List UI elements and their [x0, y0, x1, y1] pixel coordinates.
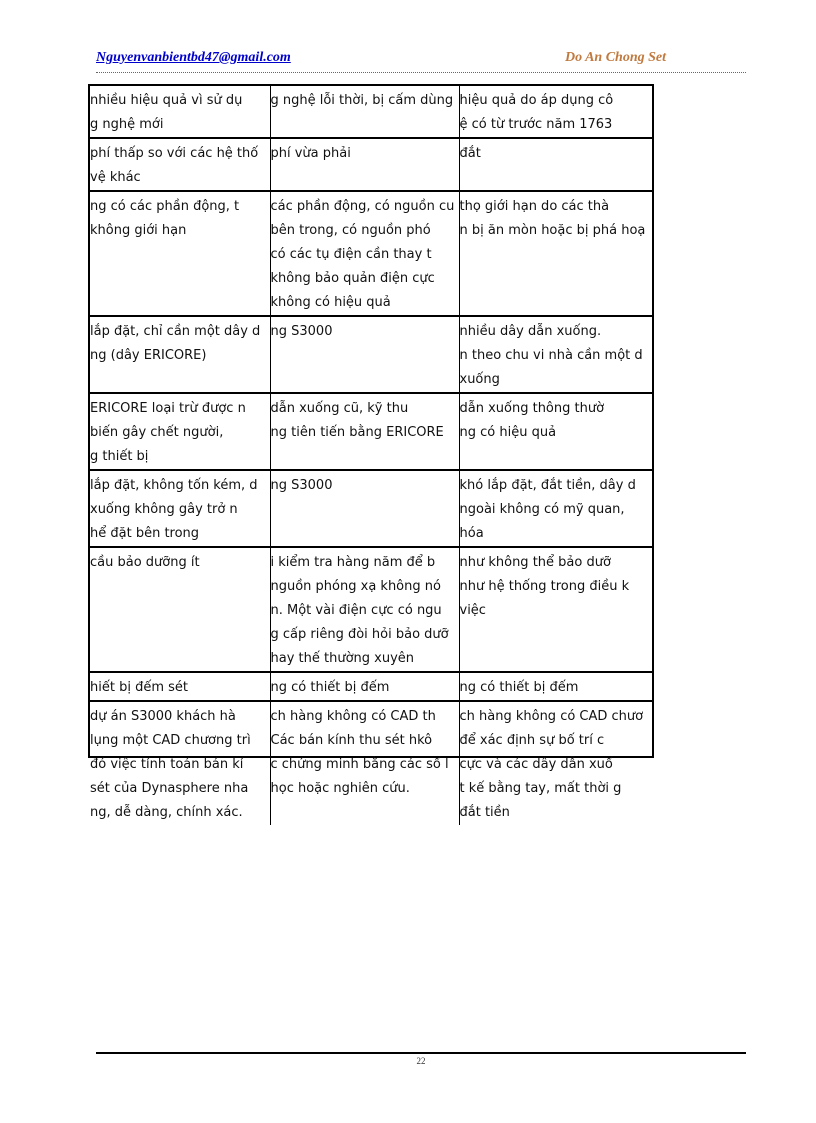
cell-text-line: xuống — [459, 372, 500, 387]
cell-text-line: không bảo quản điện cực — [270, 271, 435, 286]
cell-text-line: ng có các phần động, t — [90, 199, 240, 214]
cell-text-line: ng tiên tiến bằng ERICORE — [270, 425, 444, 440]
cell-text-line: hóa — [459, 526, 484, 541]
cell-text-line: hay thế thường xuyên — [270, 651, 415, 666]
cell-text-line: n theo chu vi nhà cần một d — [459, 348, 643, 363]
table-cell-radioactive-col — [270, 86, 459, 138]
table-row — [90, 547, 652, 672]
table-row — [90, 86, 652, 138]
cell-text-line: phí thấp so với các hệ thố — [90, 146, 259, 161]
page-number: 22 — [416, 1056, 426, 1066]
table-cell-radioactive-col — [270, 547, 459, 672]
cell-text-line: dự án S3000 khách hà — [90, 709, 236, 724]
table-cell-dynasphere-col — [90, 316, 270, 393]
table-cell-radioactive-col — [270, 316, 459, 393]
cell-text-line: cực và các dây dẫn xuố — [459, 757, 613, 772]
cell-text-line: xuống không gây trở n — [90, 502, 238, 517]
table-cell-conventional-col — [459, 470, 652, 547]
cell-text-line: phí vừa phải — [270, 146, 351, 161]
cell-text-line: hiệu quả do áp dụng cô — [459, 93, 614, 108]
cell-text-line: dẫn xuống cũ, kỹ thu — [270, 401, 409, 416]
cell-text-line: nguồn phóng xạ không nó — [270, 579, 441, 594]
cell-text-line: ng có thiết bị đếm — [459, 680, 579, 695]
cell-text-line: n. Một vài điện cực có ngu — [270, 603, 442, 618]
table-row — [90, 393, 652, 470]
page-footer — [96, 1052, 746, 1072]
author-email-link[interactable]: Nguyenvanbientbd47@gmail.com — [96, 50, 291, 65]
cell-text-line: hiết bị đếm sét — [90, 680, 188, 695]
cell-text-line: t kế bằng tay, mất thời g — [459, 781, 622, 796]
cell-text-line: g nghệ lỗi thời, bị cấm dùng — [270, 93, 454, 108]
table-row — [90, 470, 652, 547]
cell-text-line: bên trong, có nguồn phó — [270, 223, 431, 238]
cell-text-line: g thiết bị — [90, 449, 149, 464]
cell-text-line: sét của Dynasphere nha — [90, 781, 249, 796]
cell-text-line: đắt tiền — [459, 805, 510, 820]
cell-text-line: học hoặc nghiên cứu. — [270, 781, 410, 796]
cell-text-line: ERICORE loại trừ được n — [90, 401, 246, 416]
cell-text-line: như không thể bảo dưỡ — [459, 555, 611, 570]
table-cell-dynasphere-col — [90, 393, 270, 470]
table-cell-dynasphere-col — [90, 672, 270, 701]
cell-text-line: nhiều dây dẫn xuống. — [459, 324, 602, 339]
cell-text-line: khó lắp đặt, đắt tiền, dây d — [459, 478, 636, 493]
table-cell-conventional-col — [459, 547, 652, 672]
table-cell-conventional-col — [459, 672, 652, 701]
table-cell-dynasphere-col — [90, 547, 270, 672]
table-cell-radioactive-col — [270, 138, 459, 191]
header-divider — [96, 72, 746, 73]
cell-text-line: lắp đặt, chỉ cần một dây d — [90, 324, 261, 339]
cell-text-line: để xác định sự bố trí c — [459, 733, 605, 748]
cell-text-line: có các tụ điện cần thay t — [270, 247, 432, 262]
cell-text-line: cầu bảo dưỡng ít — [90, 555, 200, 570]
table-cell-conventional-col — [459, 316, 652, 393]
cell-text-line: việc — [459, 603, 486, 618]
table-cell-conventional-col — [459, 138, 652, 191]
table-cell-dynasphere-col — [90, 138, 270, 191]
cell-text-line: vệ khác — [90, 170, 141, 185]
cell-text-line: ệ có từ trước năm 1763 — [459, 117, 613, 132]
table-cell-dynasphere-col — [90, 86, 270, 138]
comparison-table-frame — [88, 84, 654, 820]
table-cell-radioactive-col — [270, 470, 459, 547]
cell-text-line: ng S3000 — [270, 324, 333, 339]
table-cell-conventional-col — [459, 191, 652, 316]
cell-text-line: lắp đặt, không tốn kém, d — [90, 478, 258, 493]
cell-text-line: dẫn xuống thông thườ — [459, 401, 605, 416]
table-cell-radioactive-col — [270, 672, 459, 701]
cell-text-line: không giới hạn — [90, 223, 187, 238]
cell-text-line: i kiểm tra hàng năm để b — [270, 555, 436, 570]
cell-text-line: đó việc tính toán bán kí — [90, 757, 244, 772]
cell-text-line: lụng một CAD chương trì — [90, 733, 251, 748]
cell-text-line: đắt — [459, 146, 481, 161]
cell-text-line: các phần động, có nguồn cu — [270, 199, 455, 214]
table-row — [90, 672, 652, 701]
cell-text-line: ch hàng không có CAD chươ — [459, 709, 644, 724]
cell-text-line: ng S3000 — [270, 478, 333, 493]
comparison-table-body — [90, 86, 652, 825]
comparison-table — [90, 86, 652, 825]
cell-text-line: ch hàng không có CAD th — [270, 709, 436, 724]
table-row — [90, 701, 652, 825]
cell-text-line: g cấp riêng đòi hỏi bảo dưỡ — [270, 627, 449, 642]
table-cell-radioactive-col — [270, 701, 459, 825]
table-cell-conventional-col — [459, 701, 652, 825]
cell-text-line: Các bán kính thu sét hkô — [270, 733, 433, 748]
cell-text-line: ng (dây ERICORE) — [90, 348, 207, 363]
table-cell-dynasphere-col — [90, 701, 270, 825]
document-title: Do An Chong Set — [564, 50, 666, 65]
table-cell-conventional-col — [459, 393, 652, 470]
cell-text-line: hể đặt bên trong — [90, 526, 200, 541]
table-row — [90, 316, 652, 393]
cell-text-line: ng có hiệu quả — [459, 425, 557, 440]
table-cell-dynasphere-col — [90, 470, 270, 547]
page-header — [96, 48, 746, 74]
cell-text-line: ng, dễ dàng, chính xác. — [90, 805, 243, 820]
cell-text-line: như hệ thống trong điều k — [459, 579, 630, 594]
footer-divider — [96, 1052, 746, 1054]
table-cell-dynasphere-col — [90, 191, 270, 316]
cell-text-line: ngoài không có mỹ quan, — [459, 502, 625, 517]
cell-text-line: biến gây chết người, — [90, 425, 224, 440]
cell-text-line: g nghệ mới — [90, 117, 164, 132]
table-cell-conventional-col — [459, 86, 652, 138]
table-row — [90, 138, 652, 191]
cell-text-line: c chứng minh bằng các số l — [270, 757, 449, 772]
table-cell-radioactive-col — [270, 393, 459, 470]
cell-text-line: không có hiệu quả — [270, 295, 391, 310]
table-row — [90, 191, 652, 316]
table-cell-radioactive-col — [270, 191, 459, 316]
cell-text-line: ng có thiết bị đếm — [270, 680, 390, 695]
cell-text-line: thọ giới hạn do các thà — [459, 199, 610, 214]
cell-text-line: nhiều hiệu quả vì sử dụ — [90, 93, 243, 108]
cell-text-line: n bị ăn mòn hoặc bị phá hoạ — [459, 223, 646, 238]
